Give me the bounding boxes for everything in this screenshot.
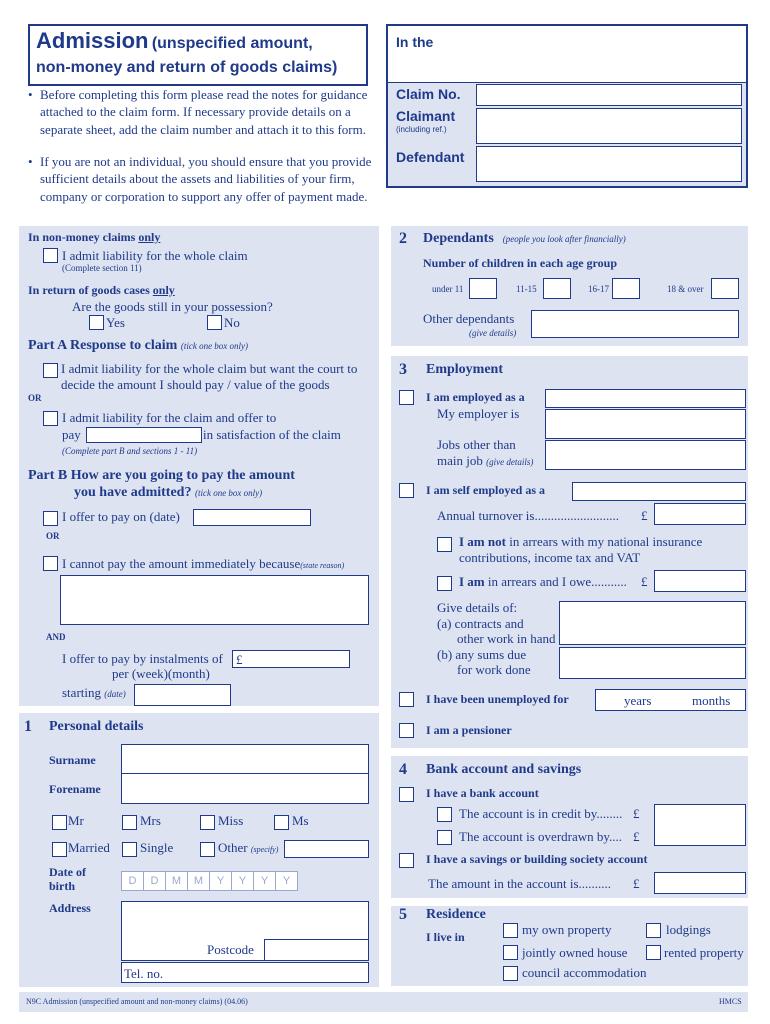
dob-box: Y <box>231 871 254 891</box>
dob-box: M <box>187 871 210 891</box>
single-label: Single <box>140 840 174 855</box>
age-18-over-field[interactable] <box>711 278 739 299</box>
and-label: AND <box>46 632 66 642</box>
part-a-opt2-label: I admit liability for the claim and offer to <box>62 410 277 425</box>
dob-label: Date of birth <box>49 865 86 893</box>
goods-yes-checkbox[interactable] <box>89 315 104 330</box>
age-under-11-field[interactable] <box>469 278 497 299</box>
surname-forename-field[interactable] <box>121 744 369 804</box>
instalments-label: I offer to pay by instalments of <box>62 651 223 666</box>
married-label: Married <box>68 840 110 855</box>
unemployed-label: I have been unemployed for <box>426 692 569 706</box>
per-label: per (week)(month) <box>112 666 210 681</box>
employment-title: Employment <box>426 362 503 377</box>
age-16-17-label: 16-17 <box>588 284 609 294</box>
part-b-or: OR <box>46 531 60 541</box>
jointly-owned-label: jointly owned house <box>522 945 628 960</box>
bank-amount-field[interactable] <box>654 804 746 846</box>
savings-checkbox[interactable] <box>399 853 414 868</box>
admit-whole-note: (Complete section 11) <box>62 263 142 273</box>
not-arrears-label: I am not in arrears with my national insurance contributions, income tax and VAT <box>459 534 703 565</box>
savings-amount-field[interactable] <box>654 872 746 894</box>
employer-field[interactable] <box>545 409 746 439</box>
council-label: council accommodation <box>522 965 647 980</box>
months-label: months <box>692 693 731 708</box>
dob-field[interactable] <box>121 871 301 891</box>
turnover-currency: £ <box>641 508 648 523</box>
give-details-of-label: Give details of: (a) contracts and other work in hand (b) any sums due for work done <box>437 600 556 678</box>
dob-box: Y <box>275 871 298 891</box>
intro-bullet-2: • If you are not an individual, you should ensure that you provide sufficient details about the assets and liabilities of your firm, company or corporation to support any offer of payment made. <box>28 154 372 204</box>
surname-label: Surname <box>49 753 96 767</box>
single-checkbox[interactable] <box>122 842 137 857</box>
personal-title: Personal details <box>49 719 144 734</box>
credit-checkbox[interactable] <box>437 807 452 822</box>
turnover-label: Annual turnover is.......................... <box>437 508 619 523</box>
dob-box: M <box>165 871 188 891</box>
unemployed-field[interactable] <box>595 689 746 711</box>
unemployed-checkbox[interactable] <box>399 692 414 707</box>
goods-no-checkbox[interactable] <box>207 315 222 330</box>
employment-num: 3 <box>399 361 407 378</box>
bank-title: Bank account and savings <box>426 762 582 777</box>
savings-currency: £ <box>633 876 640 891</box>
residence-num: 5 <box>399 906 407 923</box>
in-arrears-currency: £ <box>641 574 648 589</box>
in-arrears-label: I am in arrears and I owe........... <box>459 574 627 589</box>
employer-label: My employer is <box>437 406 520 421</box>
cannot-pay-label: I cannot pay the amount immediately because(state reason) <box>62 556 345 571</box>
savings-amount-label: The amount in the account is.......... <box>428 876 612 891</box>
rented-property-label: rented property <box>664 945 744 960</box>
overdrawn-currency: £ <box>633 829 640 844</box>
in-arrears-field[interactable] <box>654 570 746 592</box>
claimant-sub-label: (including ref.) <box>396 125 447 134</box>
cannot-pay-reason-field[interactable] <box>60 575 369 625</box>
dob-box: D <box>121 871 144 891</box>
rented-property-checkbox[interactable] <box>646 945 661 960</box>
own-property-label: my own property <box>522 922 612 937</box>
other-specify-field[interactable] <box>284 840 369 858</box>
part-a-heading: Part A Response to claim (tick one box only) <box>28 338 249 353</box>
married-checkbox[interactable] <box>52 842 67 857</box>
footer-form-id: N9C Admission (unspecified amount and non-money claims) (04.06) <box>26 997 248 1006</box>
instalments-field[interactable]: £ <box>232 650 350 668</box>
title-miss-label: Miss <box>218 813 244 828</box>
part-a-opt1-label: I admit liability for the whole claim but want the court to decide the amount I should pay / value of the goods <box>61 361 358 393</box>
postcode-field[interactable] <box>264 939 369 961</box>
part-a-note2: (Complete part B and sections 1 - 11) <box>62 446 198 456</box>
footer-org: HMCS <box>719 997 742 1006</box>
goods-yes-label: Yes <box>106 315 125 330</box>
court-box <box>386 24 748 188</box>
self-employed-label: I am self employed as a <box>426 483 545 497</box>
age-under-11-label: under 11 <box>432 284 464 294</box>
part-b-heading: Part B How are you going to pay the amount you have admitted? (tick one box only) <box>28 468 295 500</box>
claimant-field[interactable] <box>476 108 742 144</box>
self-employed-checkbox[interactable] <box>399 483 414 498</box>
offer-date-checkbox[interactable] <box>43 511 58 526</box>
turnover-field[interactable] <box>654 503 746 525</box>
employed-as-field[interactable] <box>545 389 746 408</box>
pensioner-checkbox[interactable] <box>399 723 414 738</box>
claimant-label: Claimant <box>396 108 456 124</box>
defendant-label: Defendant <box>396 149 465 165</box>
sums-due-field[interactable] <box>559 647 746 679</box>
live-in-label: I live in <box>426 930 465 944</box>
pay-amount-field[interactable] <box>86 427 202 443</box>
non-money-heading: In non-money claims only <box>28 230 161 244</box>
intro-bullet-1: • Before completing this form please read the notes for guidance attached to the claim form. If necessary provide details on a separate sheet, add the claim number and attach it to this form. <box>28 87 368 137</box>
postcode-label: Postcode <box>207 942 254 957</box>
cannot-pay-checkbox[interactable] <box>43 556 58 571</box>
goods-no-label: No <box>224 315 240 330</box>
credit-currency: £ <box>633 806 640 821</box>
address-label: Address <box>49 901 91 915</box>
pay-label: pay <box>62 427 81 442</box>
title-ms-checkbox[interactable] <box>274 815 289 830</box>
overdrawn-label: The account is overdrawn by.... <box>459 829 623 844</box>
forename-label: Forename <box>49 782 101 796</box>
credit-label: The account is in credit by........ <box>459 806 623 821</box>
other-checkbox[interactable] <box>200 842 215 857</box>
savings-label: I have a savings or building society account <box>426 852 648 866</box>
dob-box: Y <box>253 871 276 891</box>
other-dependants-label: Other dependants <box>423 311 515 326</box>
goods-question: Are the goods still in your possession? <box>72 299 273 314</box>
claim-no-label: Claim No. <box>396 86 461 102</box>
employed-label: I am employed as a <box>426 390 525 404</box>
left-panel-main <box>19 226 379 706</box>
age-11-15-label: 11-15 <box>516 284 537 294</box>
title-ms-label: Ms <box>292 813 309 828</box>
title-mrs-checkbox[interactable] <box>122 815 137 830</box>
give-details-note: (give details) <box>469 328 517 338</box>
part-a-opt2-checkbox[interactable] <box>43 411 58 426</box>
age-18-over-label: 18 & over <box>667 284 704 294</box>
self-employed-field[interactable] <box>572 482 746 501</box>
in-arrears-checkbox[interactable] <box>437 576 452 591</box>
part-a-opt1-checkbox[interactable] <box>43 363 58 378</box>
dependants-heading: Dependants (people you look after financially) <box>423 231 626 246</box>
employed-checkbox[interactable] <box>399 390 414 405</box>
dependants-num: 2 <box>399 230 407 247</box>
title-rest: (unspecified amount, <box>151 35 313 52</box>
lodgings-checkbox[interactable] <box>646 923 661 938</box>
bank-num: 4 <box>399 761 407 778</box>
form-title <box>28 24 368 86</box>
age-11-15-field[interactable] <box>543 278 571 299</box>
claim-no-field[interactable] <box>476 84 742 106</box>
in-satisfaction-label: in satisfaction of the claim <box>203 427 341 442</box>
own-property-checkbox[interactable] <box>503 923 518 938</box>
children-label: Number of children in each age group <box>423 256 618 270</box>
have-bank-checkbox[interactable] <box>399 787 414 802</box>
other-label: Other (specify) <box>218 840 279 855</box>
overdrawn-checkbox[interactable] <box>437 830 452 845</box>
tel-label: Tel. no. <box>124 966 164 981</box>
offer-date-label: I offer to pay on (date) <box>62 509 180 524</box>
title-main: Admission <box>36 28 149 53</box>
pensioner-label: I am a pensioner <box>426 723 512 737</box>
jointly-owned-checkbox[interactable] <box>503 945 518 960</box>
tel-field[interactable] <box>121 962 369 983</box>
personal-num: 1 <box>24 718 32 735</box>
offer-date-field[interactable] <box>193 509 311 526</box>
dob-box: D <box>143 871 166 891</box>
admit-whole-checkbox[interactable] <box>43 248 58 263</box>
title-mr-checkbox[interactable] <box>52 815 67 830</box>
contracts-field[interactable] <box>559 601 746 645</box>
jobs-other-label: Jobs other than main job (give details) <box>437 437 534 469</box>
in-the-label: In the <box>396 34 434 50</box>
starting-date-field[interactable] <box>134 684 231 706</box>
goods-heading: In return of goods cases only <box>28 283 175 297</box>
years-label: years <box>624 693 652 708</box>
part-a-or: OR <box>28 393 42 403</box>
other-dependants-field[interactable] <box>531 310 739 338</box>
jobs-other-field[interactable] <box>545 440 746 470</box>
title-mrs-label: Mrs <box>140 813 161 828</box>
admit-whole-label: I admit liability for the whole claim <box>62 248 248 263</box>
residence-title: Residence <box>426 907 486 922</box>
title-mr-label: Mr <box>68 813 84 828</box>
age-16-17-field[interactable] <box>612 278 640 299</box>
title-line2: non-money and return of goods claims) <box>36 59 338 77</box>
defendant-field[interactable] <box>476 146 742 182</box>
not-arrears-checkbox[interactable] <box>437 537 452 552</box>
starting-label: starting (date) <box>62 685 126 700</box>
lodgings-label: lodgings <box>666 922 711 937</box>
have-bank-label: I have a bank account <box>426 786 539 800</box>
council-checkbox[interactable] <box>503 966 518 981</box>
title-miss-checkbox[interactable] <box>200 815 215 830</box>
dob-box: Y <box>209 871 232 891</box>
